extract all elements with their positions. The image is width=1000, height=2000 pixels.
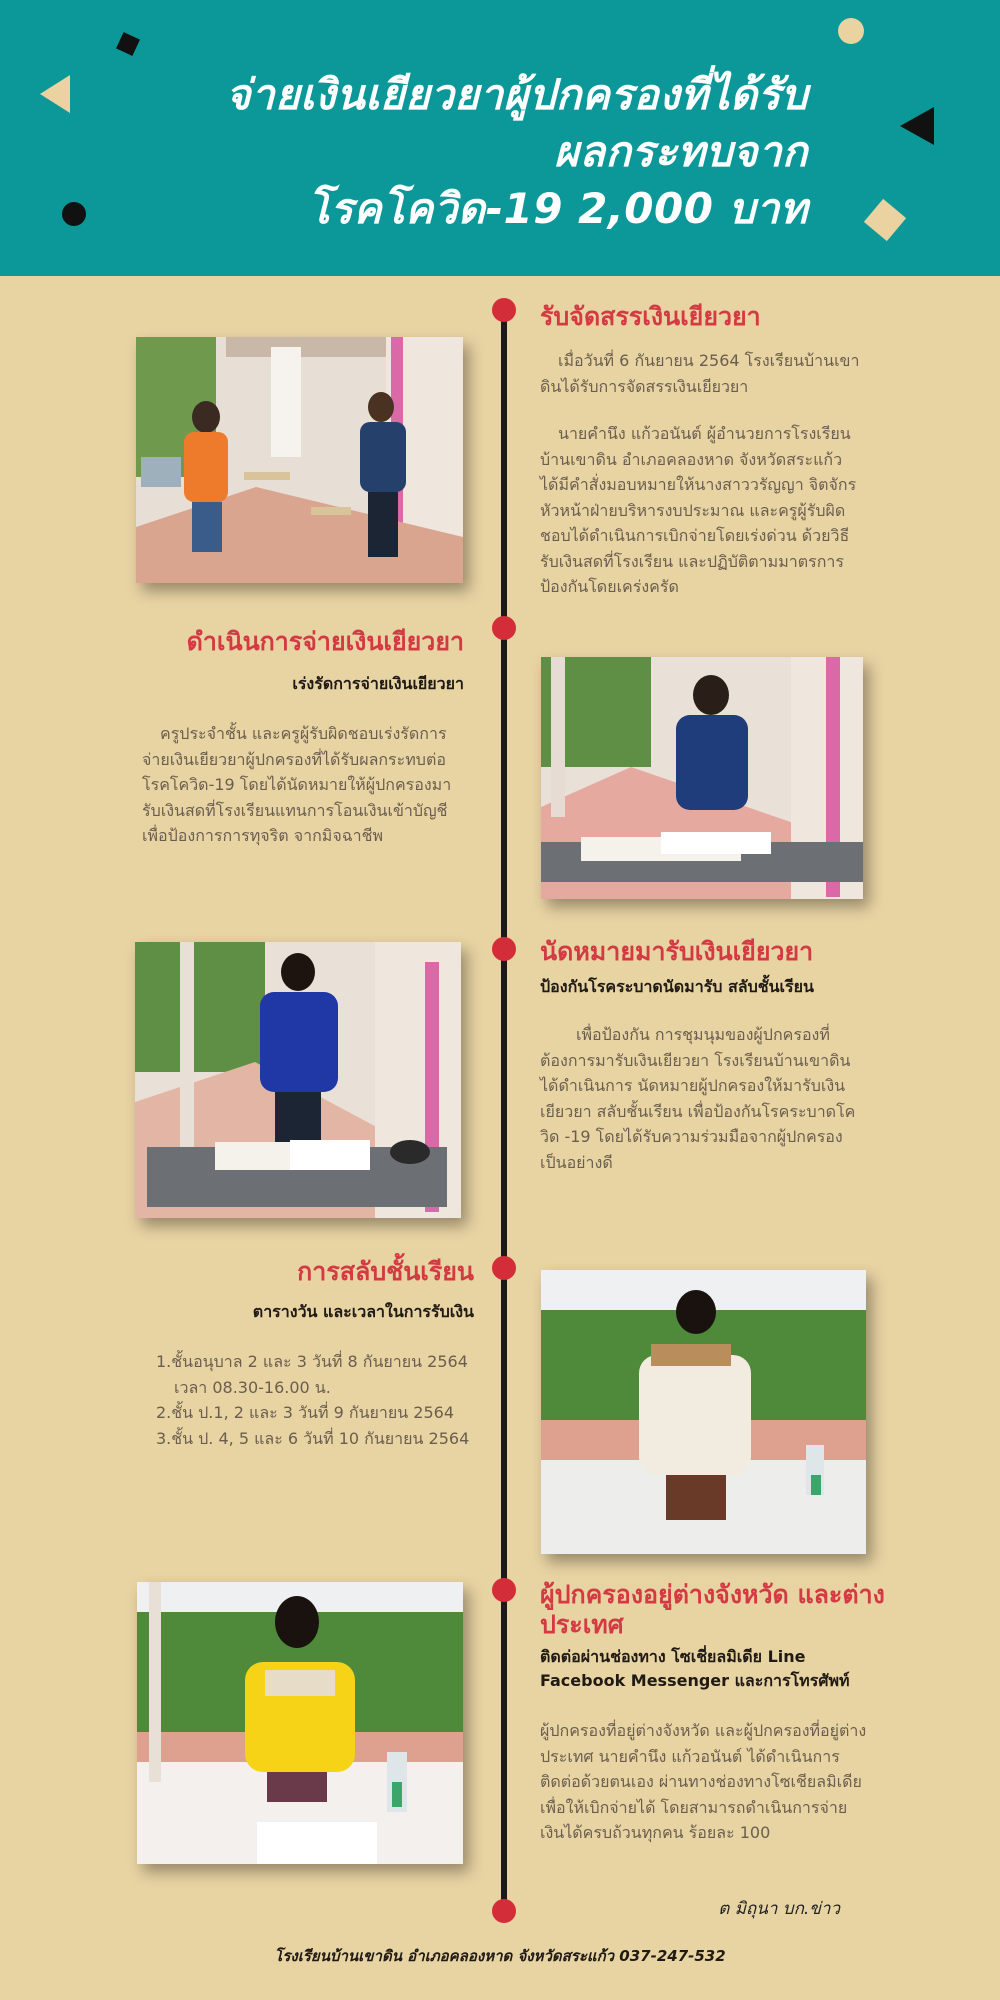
decor-square-cream [864, 199, 906, 241]
section-paragraph: เพื่อป้องกัน การชุมนุมของผู้ปกครองที่ต้องการมารับเงินเยียวยา โรงเรียนบ้านเขาดินได้ดำเนินการ นัดหมายผู้ปกครองให้มารับเงินเยียวยา สลับชั้นเรียน เพื่อป้องกันโรคระบาดโควิด -19 โดยได้รับความร่วมมือจากผู้ปกครองเป็นอย่างดี [540, 1025, 856, 1172]
header-banner [0, 0, 1000, 276]
page-title [88, 66, 808, 237]
schedule-item: เวลา 08.30-16.00 น. [174, 1377, 331, 1397]
section-body [142, 721, 464, 849]
section-paragraph: ผู้ปกครองที่อยู่ต่างจังหวัด และผู้ปกครองที่อยู่ต่างประเทศ นายคำนึง แก้วอนันต์ ได้ดำเนินการติดต่อด้วยตนเอง ผ่านทางช่องทางโซเชียลมิเดีย เพื่อให้เบิกจ่ายได้ โดยสามารถดำเนินการจ่ายเงินได้ครบถ้วนทุกคน ร้อยละ 100 [540, 1721, 867, 1842]
timeline-dot [492, 1256, 516, 1280]
footer-school-info: โรงเรียนบ้านเขาดิน อำเภอคลองหาด จังหวัดสระแก้ว 037-247-532 [274, 1947, 726, 1965]
section-subtitle: เร่งรัดการจ่ายเงินเยียวยา [292, 674, 464, 693]
photo-parent-table [541, 657, 863, 899]
page-title-line: จ่ายเงินเยียวยาผู้ปกครองที่ได้รับ [225, 70, 808, 119]
section-title: ดำเนินการจ่ายเงินเยียวยา [186, 627, 464, 656]
page-title-line: โรคโควิด-19 2,000 บาท [307, 184, 808, 233]
decor-square-black [116, 32, 140, 56]
section-title: นัดหมายมารับเงินเยียวยา [540, 937, 814, 966]
photo-student-money [541, 1270, 866, 1554]
section-paragraph: ครูประจำชั้น และครูผู้รับผิดชอบเร่งรัดการจ่ายเงินเยียวยาผู้ปกครองที่ได้รับผลกระทบต่อโรคโควิด-19 โดยได้นัดหมายให้ผู้ปกครองมารับเงินสดที่โรงเรียนแทนการโอนเงินเข้าบัญชี เพื่อป้องการการทุจริต จากมิจฉาชีพ [142, 724, 452, 845]
section-subtitle [540, 1645, 900, 1693]
reporter-credit: ต มิถุนา บก.ข่าว [718, 1899, 840, 1919]
section-paragraph: นายคำนึง แก้วอนันต์ ผู้อำนวยการโรงเรียนบ้านเขาดิน อำเภอคลองหาด จังหวัดสระแก้ว ได้มีคำสั่งมอบหมายให้นางสาววรัญญา จิตจักร หัวหน้าฝ่ายบริหารงบประมาณ และครูผู้รับผิดชอบได้ดำเนินการเบิกจ่ายโดยเร่งด่วน ด้วยวิธีรับเงินสดที่โรงเรียน และปฏิบัติตามมาตรการป้องกันโดยเคร่งครัด [540, 424, 857, 596]
photo-handover-corridor [136, 337, 463, 583]
section-body [540, 1022, 858, 1175]
section-subtitle-line: Facebook Messenger และการโทรศัพท์ [540, 1671, 850, 1690]
timeline-dot [492, 937, 516, 961]
timeline-line [501, 300, 507, 1910]
section-title-line: ผู้ปกครองอยู่ต่างจังหวัด และต่าง [540, 1580, 885, 1609]
photo-student-yellow [137, 1582, 463, 1864]
decor-dot-cream [838, 18, 864, 44]
schedule-item: 2.ชั้น ป.1, 2 และ 3 วันที่ 9 กันยายน 2564 [156, 1403, 454, 1422]
section-title: รับจัดสรรเงินเยียวยา [540, 302, 761, 331]
timeline-dot [492, 1578, 516, 1602]
section-subtitle: ตารางวัน และเวลาในการรับเงิน [252, 1302, 474, 1321]
schedule-list [156, 1349, 486, 1451]
section-title: การสลับชั้นเรียน [297, 1257, 474, 1286]
section-title [540, 1580, 900, 1640]
timeline-dot [492, 298, 516, 322]
timeline-dot [492, 1899, 516, 1923]
section-body [540, 348, 860, 600]
timeline-dot [492, 616, 516, 640]
page-title-line: ผลกระทบจาก [554, 127, 808, 176]
photo-student-table [135, 942, 461, 1218]
schedule-item: 3.ชั้น ป. 4, 5 และ 6 วันที่ 10 กันยายน 2564 [156, 1428, 470, 1448]
decor-triangle-cream [40, 75, 70, 113]
section-paragraph: เมื่อวันที่ 6 กันยายน 2564 โรงเรียนบ้านเขาดินได้รับการจัดสรรเงินเยียวยา [540, 351, 860, 396]
decor-triangle-black [900, 107, 934, 145]
decor-dot-black [62, 202, 86, 226]
schedule-item: 1.ชั้นอนุบาล 2 และ 3 วันที่ 8 กันยายน 2564 [156, 1352, 468, 1371]
section-title-line: ประเทศ [540, 1610, 624, 1639]
section-subtitle: ป้องกันโรคระบาดนัดมารับ สลับชั้นเรียน [540, 977, 814, 996]
section-body [540, 1718, 870, 1846]
section-subtitle-line: ติดต่อผ่านช่องทาง โซเชี่ยลมิเดีย Line [540, 1647, 806, 1666]
